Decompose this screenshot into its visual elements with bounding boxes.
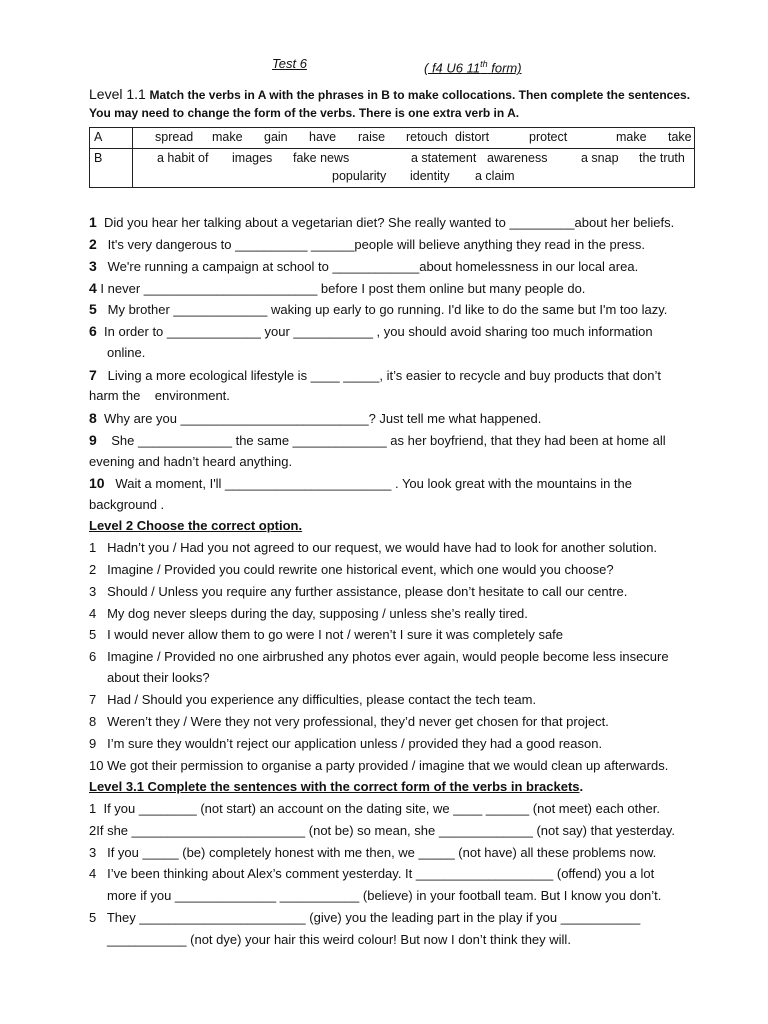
level3-item-4-cont: more if you ______________ ___________ (believe) in your football team. But I know you don’t. [107, 888, 662, 903]
level2-item-2: 2 Imagine / Provided you could rewrite one historical event, which one would you choose? [89, 562, 614, 577]
level2-item-8: 8 Weren’t they / Were they not very professional, they’d never get chosen for that project. [89, 714, 609, 729]
sentence-3: 3 We're running a campaign at school to ____________about homelessness in our local area. [89, 258, 639, 274]
word-a-4: have [309, 130, 337, 144]
sentence-4: 4 I never ________________________ before I post them online but many people do. [89, 280, 586, 296]
sentence-6-cont: online. [107, 345, 146, 360]
word-a-3: gain [264, 130, 288, 144]
sentence-1: 1 Did you hear her talking about a vegetarian diet? She really wanted to _________about her beliefs. [89, 214, 675, 230]
sentence-9-cont: evening and hadn’t heard anything. [89, 454, 293, 469]
word-a-6: retouch [406, 130, 448, 144]
level3-item-5: 5 They _______________________ (give) you the leading part in the play if you ___________ [89, 910, 641, 925]
word-b-6: a snap [581, 151, 619, 165]
level2-item-3: 3 Should / Unless you require any further assistance, please don’t hesitate to call our centre. [89, 584, 628, 599]
sentence-8: 8 Why are you __________________________? Just tell me what happened. [89, 410, 542, 426]
sentence-7: 7 Living a more ecological lifestyle is ____ _____, it’s easier to recycle and buy products that don’t [89, 367, 661, 383]
sentence-5: 5 My brother _____________ waking up early to go running. I'd like to do the same but I'm too lazy. [89, 301, 668, 317]
level2-heading: Level 2 Choose the correct option. [89, 518, 303, 533]
table-row-a [90, 128, 695, 149]
word-a-7: distort [455, 130, 490, 144]
row-b-label: B [90, 149, 133, 188]
sentence-2: 2 It's very dangerous to __________ ______people will believe anything they read in the press. [89, 236, 645, 252]
word-a-2: make [212, 130, 243, 144]
collocation-table [89, 127, 695, 188]
word-b-3: fake news [293, 151, 350, 165]
word-b-10: a claim [475, 169, 515, 183]
level2-item-6: 6 Imagine / Provided no one airbrushed any photos ever again, would people become less insecure [89, 649, 669, 664]
level3-item-2: 2If she ________________________ (not be) so mean, she _____________ (not say) that yesterday. [89, 823, 675, 838]
level3-item-4: 4 I’ve been thinking about Alex’s comment yesterday. It ___________________ (offend) you a lot [89, 866, 655, 881]
level2-item-9: 9 I’m sure they wouldn’t reject our application unless / provided they had a good reason. [89, 736, 603, 751]
level3-item-5-cont: ___________ (not dye) your hair this weird colour! But now I don’t think they will. [107, 932, 571, 947]
word-a-5: raise [358, 130, 386, 144]
word-b-1: a habit of [157, 151, 209, 165]
level1-instruction-line2: You may need to change the form of the verbs. There is one extra verb in A. [89, 106, 520, 120]
level2-item-4: 4 My dog never sleeps during the day, supposing / unless she’s really tired. [89, 606, 528, 621]
table-row-b [90, 149, 695, 188]
sentence-6: 6 In order to _____________ your ___________ , you should avoid sharing too much information [89, 323, 653, 339]
level3-item-3: 3 If you _____ (be) completely honest with me then, we _____ (not have) all these problems now. [89, 845, 657, 860]
level3-heading: Level 3.1 Complete the sentences with the correct form of the verbs in brackets. [89, 779, 584, 794]
row-a-words [137, 130, 690, 146]
test-meta: ( f4 U6 11th form) [424, 59, 522, 76]
level1-instruction-line1: Level 1.1 Match the verbs in A with the phrases in B to make collocations. Then complete the sentences. [89, 86, 691, 102]
sentence-10-cont: background . [89, 497, 165, 512]
word-b-8: popularity [332, 169, 387, 183]
level3-item-1: 1 If you ________ (not start) an account on the dating site, we ____ ______ (not meet) each other. [89, 801, 660, 816]
row-b-words [137, 151, 690, 185]
level2-item-1: 1 Hadn’t you / Had you not agreed to our request, we would have had to look for another solution. [89, 540, 658, 555]
level1-label: Level 1.1 [89, 86, 146, 102]
word-b-2: images [232, 151, 273, 165]
word-b-9: identity [410, 169, 450, 183]
test-title: Test 6 [272, 56, 307, 71]
level2-item-10: 10 We got their permission to organise a party provided / imagine that we would clean up afterwards. [89, 758, 669, 773]
word-b-7: the truth [639, 151, 685, 165]
word-a-1: spread [155, 130, 194, 144]
sentence-7-cont: harm the environment. [89, 388, 230, 403]
word-a-8: protect [529, 130, 568, 144]
row-a-label: A [90, 128, 133, 149]
level2-item-6-cont: about their looks? [107, 670, 210, 685]
sentence-9: 9 She _____________ the same _____________ as her boyfriend, that they had been at home all [89, 432, 666, 448]
sentence-10: 10 Wait a moment, I'll _______________________ . You look great with the mountains in the [89, 475, 633, 491]
word-a-9: make [616, 130, 647, 144]
level2-item-7: 7 Had / Should you experience any difficulties, please contact the tech team. [89, 692, 537, 707]
word-b-4: a statement [411, 151, 477, 165]
level2-item-5: 5 I would never allow them to go were I not / weren’t I sure it was completely safe [89, 627, 564, 642]
word-b-5: awareness [487, 151, 548, 165]
word-a-10: take [668, 130, 692, 144]
